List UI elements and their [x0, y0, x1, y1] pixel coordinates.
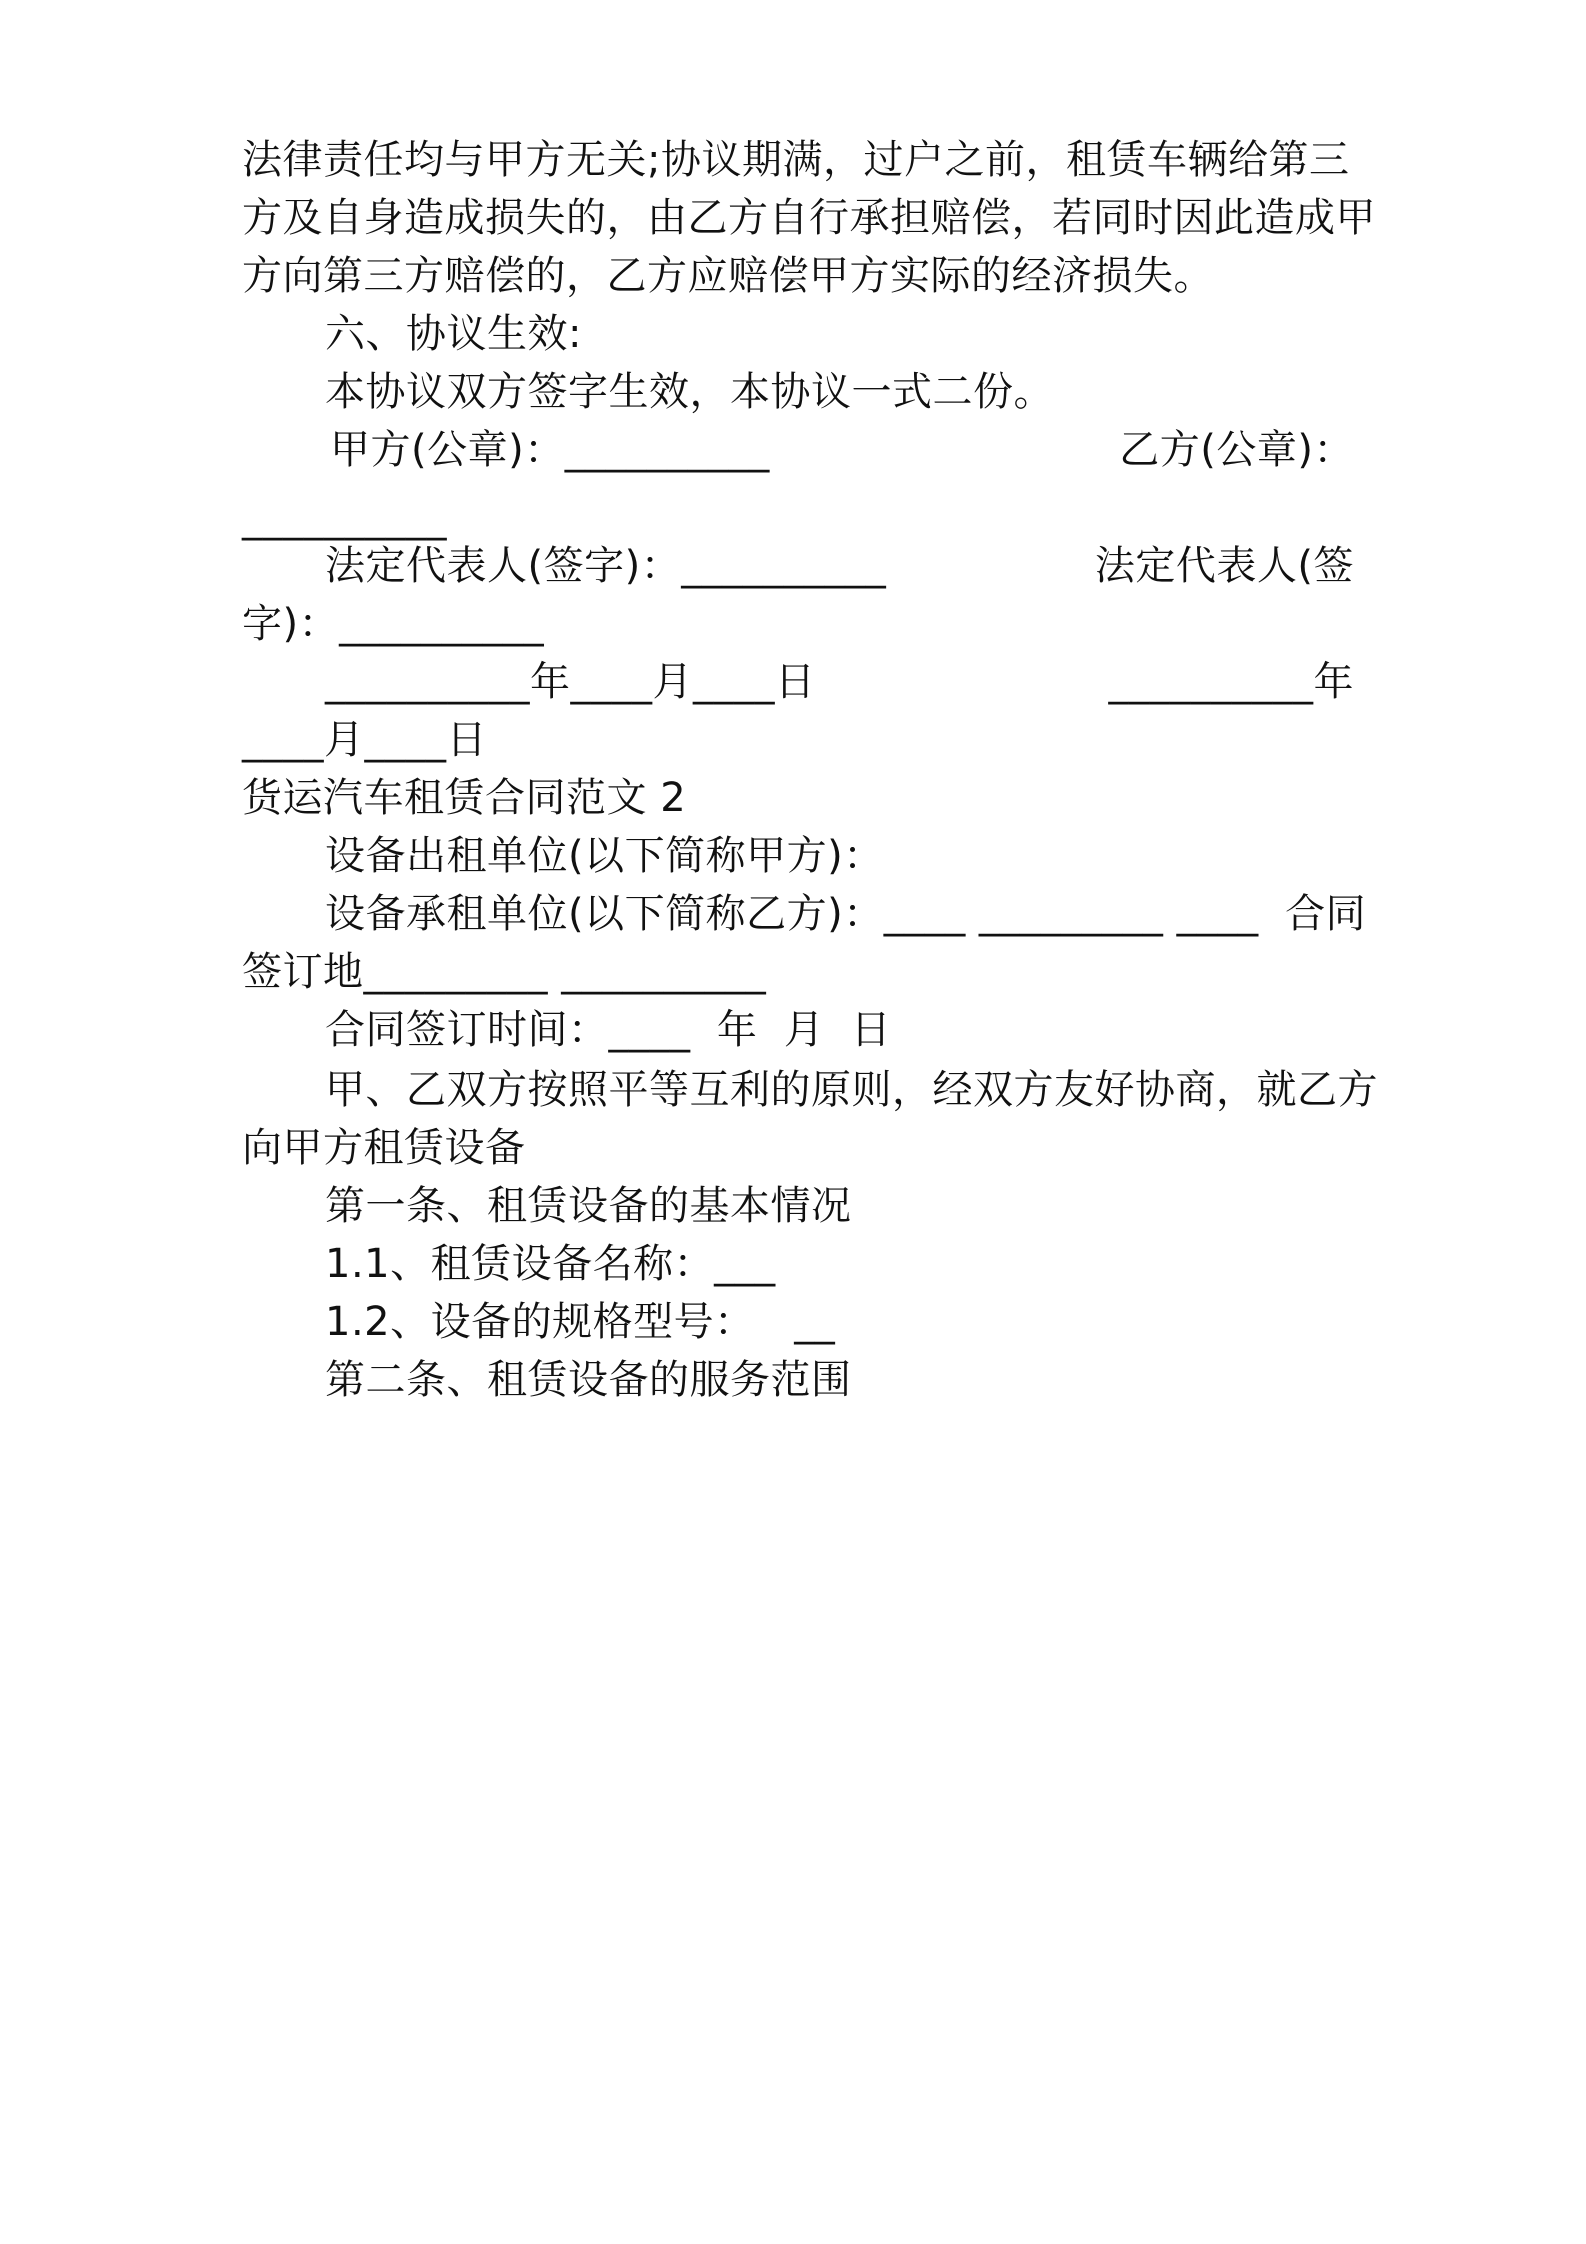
paragraph-line: 设备出租单位(以下简称甲方)：: [325, 833, 884, 879]
list-item: 1.1、租赁设备名称：___: [325, 1241, 776, 1287]
party-b-date-cont: ____月____日: [242, 717, 487, 763]
section-heading: 第一条、租赁设备的基本情况: [325, 1183, 852, 1229]
paragraph-line: 本协议双方签字生效，本协议一式二份。: [325, 369, 1054, 415]
party-b-representative: 法定代表人(签: [1094, 543, 1354, 589]
document-subtitle: 货运汽车租赁合同范文 2: [242, 775, 687, 821]
party-b-seal-blank: __________: [242, 495, 447, 541]
party-a-date: __________年____月____日: [325, 659, 816, 705]
party-b-representative-cont: 字)：__________: [242, 601, 545, 647]
section-heading: 六、协议生效:: [325, 311, 582, 357]
paragraph-line: 甲、乙双方按照平等互利的原则，经双方友好协商，就乙方: [325, 1067, 1378, 1113]
paragraph-line: 法律责任均与甲方无关;协议期满，过户之前，租赁车辆给第三: [242, 137, 1350, 183]
paragraph-line: 方向第三方赔偿的，乙方应赔偿甲方实际的经济损失。: [242, 253, 1214, 299]
party-b-seal: 乙方(公章)：: [1119, 427, 1354, 473]
list-item: 1.2、设备的规格型号： __: [325, 1299, 836, 1345]
paragraph-line: 向甲方租赁设备: [242, 1125, 526, 1171]
paragraph-line: 方及自身造成损失的，由乙方自行承担赔偿，若同时因此造成甲: [242, 195, 1376, 241]
party-b-date: __________年: [1108, 659, 1354, 705]
paragraph-line: 合同签订时间：____ 年 月 日: [325, 1007, 892, 1053]
paragraph-line: 签订地_________ __________: [242, 949, 767, 995]
section-heading: 第二条、租赁设备的服务范围: [325, 1357, 852, 1403]
party-a-seal: 甲方(公章)：__________: [330, 427, 770, 473]
party-a-representative: 法定代表人(签字)：__________: [325, 543, 887, 589]
paragraph-line: 设备承租单位(以下简称乙方)：____ _________ ____ 合同: [325, 891, 1367, 937]
